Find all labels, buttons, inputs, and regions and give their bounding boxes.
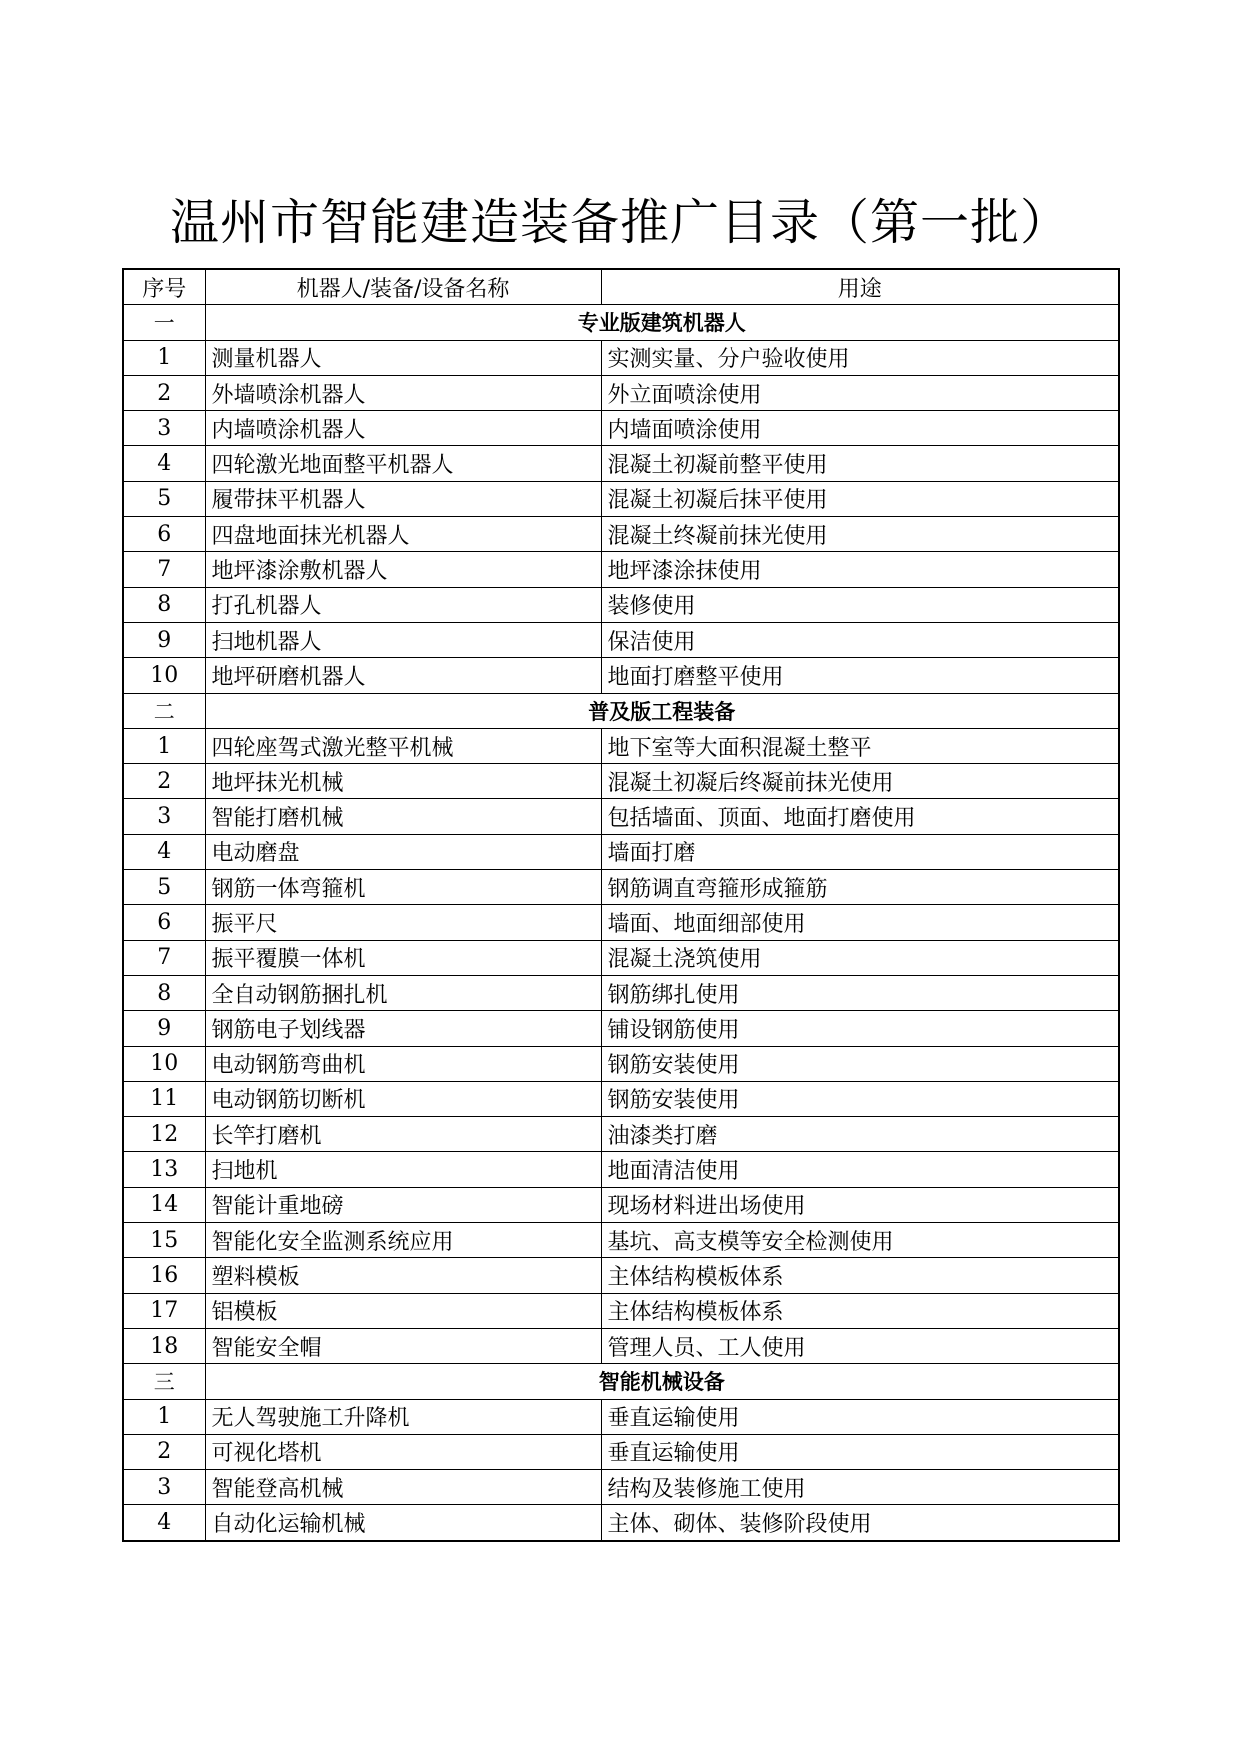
equipment-name-cell: 四盘地面抹光机器人 — [205, 517, 601, 552]
usage-cell: 混凝土初凝后终凝前抹光使用 — [601, 764, 1119, 799]
usage-cell: 钢筋安装使用 — [601, 1046, 1119, 1081]
equipment-name-cell: 地坪抹光机械 — [205, 764, 601, 799]
equipment-name-cell: 电动钢筋弯曲机 — [205, 1046, 601, 1081]
serial-number-cell: 12 — [123, 1117, 205, 1152]
table-row — [123, 834, 1119, 869]
table-row — [123, 517, 1119, 552]
serial-number-cell: 16 — [123, 1258, 205, 1293]
equipment-name-cell: 扫地机 — [205, 1152, 601, 1187]
table-row — [123, 1434, 1119, 1469]
usage-cell: 墙面打磨 — [601, 834, 1119, 869]
usage-cell: 地面清洁使用 — [601, 1152, 1119, 1187]
usage-cell: 垂直运输使用 — [601, 1399, 1119, 1434]
table-row — [123, 1117, 1119, 1152]
serial-number-cell: 14 — [123, 1187, 205, 1222]
equipment-name-cell: 打孔机器人 — [205, 587, 601, 622]
usage-cell: 保洁使用 — [601, 622, 1119, 657]
table-row — [123, 1187, 1119, 1222]
table-row — [123, 1046, 1119, 1081]
serial-number-cell: 15 — [123, 1223, 205, 1258]
equipment-name-cell: 智能计重地磅 — [205, 1187, 601, 1222]
table-row — [123, 1293, 1119, 1328]
serial-number-cell: 3 — [123, 411, 205, 446]
equipment-name-cell: 智能化安全监测系统应用 — [205, 1223, 601, 1258]
table-row — [123, 728, 1119, 763]
table-row — [123, 1011, 1119, 1046]
serial-number-cell: 4 — [123, 446, 205, 481]
table-header-row — [123, 269, 1119, 305]
usage-cell: 主体结构模板体系 — [601, 1293, 1119, 1328]
equipment-name-cell: 自动化运输机械 — [205, 1505, 601, 1541]
serial-number-cell: 3 — [123, 1470, 205, 1505]
equipment-name-cell: 电动钢筋切断机 — [205, 1081, 601, 1116]
serial-number-cell: 4 — [123, 1505, 205, 1541]
usage-cell: 装修使用 — [601, 587, 1119, 622]
table-row — [123, 799, 1119, 834]
equipment-name-cell: 全自动钢筋捆扎机 — [205, 975, 601, 1010]
usage-cell: 地面打磨整平使用 — [601, 658, 1119, 693]
usage-cell: 结构及装修施工使用 — [601, 1470, 1119, 1505]
serial-number-cell: 1 — [123, 1399, 205, 1434]
equipment-name-cell: 振平覆膜一体机 — [205, 940, 601, 975]
equipment-name-cell: 履带抹平机器人 — [205, 481, 601, 516]
serial-number-cell: 18 — [123, 1328, 205, 1363]
usage-cell: 油漆类打磨 — [601, 1117, 1119, 1152]
serial-number-cell: 17 — [123, 1293, 205, 1328]
equipment-name-cell: 内墙喷涂机器人 — [205, 411, 601, 446]
usage-cell: 墙面、地面细部使用 — [601, 905, 1119, 940]
serial-number-cell: 6 — [123, 905, 205, 940]
usage-cell: 钢筋调直弯箍形成箍筋 — [601, 870, 1119, 905]
usage-cell: 混凝土初凝前整平使用 — [601, 446, 1119, 481]
equipment-name-cell: 扫地机器人 — [205, 622, 601, 657]
serial-number-cell: 3 — [123, 799, 205, 834]
table-row — [123, 481, 1119, 516]
usage-cell: 外立面喷涂使用 — [601, 375, 1119, 410]
equipment-name-cell: 铝模板 — [205, 1293, 601, 1328]
usage-cell: 混凝土浇筑使用 — [601, 940, 1119, 975]
equipment-name-cell: 地坪研磨机器人 — [205, 658, 601, 693]
serial-number-cell: 13 — [123, 1152, 205, 1187]
table-row — [123, 975, 1119, 1010]
serial-number-cell: 2 — [123, 1434, 205, 1469]
section-number: 二 — [123, 693, 205, 728]
table-row — [123, 905, 1119, 940]
section-number: 一 — [123, 305, 205, 340]
table-row — [123, 870, 1119, 905]
serial-number-cell: 2 — [123, 764, 205, 799]
serial-number-cell: 7 — [123, 940, 205, 975]
equipment-name-cell: 智能登高机械 — [205, 1470, 601, 1505]
usage-cell: 内墙面喷涂使用 — [601, 411, 1119, 446]
equipment-name-cell: 四轮座驾式激光整平机械 — [205, 728, 601, 763]
serial-number-cell: 8 — [123, 975, 205, 1010]
serial-number-cell: 9 — [123, 622, 205, 657]
table-row — [123, 1258, 1119, 1293]
table-row — [123, 1152, 1119, 1187]
table-row — [123, 1470, 1119, 1505]
table-row — [123, 622, 1119, 657]
header-equipment-name: 机器人/装备/设备名称 — [205, 269, 601, 305]
usage-cell: 钢筋安装使用 — [601, 1081, 1119, 1116]
usage-cell: 实测实量、分户验收使用 — [601, 340, 1119, 375]
serial-number-cell: 10 — [123, 658, 205, 693]
usage-cell: 铺设钢筋使用 — [601, 1011, 1119, 1046]
section-number: 三 — [123, 1364, 205, 1399]
usage-cell: 地坪漆涂抹使用 — [601, 552, 1119, 587]
table-row — [123, 411, 1119, 446]
serial-number-cell: 5 — [123, 481, 205, 516]
table-row — [123, 552, 1119, 587]
usage-cell: 基坑、高支模等安全检测使用 — [601, 1223, 1119, 1258]
table-row — [123, 1399, 1119, 1434]
table-row — [123, 1505, 1119, 1541]
table-row — [123, 1223, 1119, 1258]
usage-cell: 混凝土终凝前抹光使用 — [601, 517, 1119, 552]
usage-cell: 钢筋绑扎使用 — [601, 975, 1119, 1010]
equipment-name-cell: 智能打磨机械 — [205, 799, 601, 834]
section-title: 普及版工程装备 — [205, 693, 1119, 728]
serial-number-cell: 8 — [123, 587, 205, 622]
equipment-name-cell: 钢筋电子划线器 — [205, 1011, 601, 1046]
table-row — [123, 446, 1119, 481]
usage-cell: 地下室等大面积混凝土整平 — [601, 728, 1119, 763]
equipment-name-cell: 无人驾驶施工升降机 — [205, 1399, 601, 1434]
section-row — [123, 693, 1119, 728]
equipment-name-cell: 四轮激光地面整平机器人 — [205, 446, 601, 481]
table-row — [123, 1081, 1119, 1116]
equipment-name-cell: 地坪漆涂敷机器人 — [205, 552, 601, 587]
equipment-name-cell: 长竿打磨机 — [205, 1117, 601, 1152]
equipment-name-cell: 可视化塔机 — [205, 1434, 601, 1469]
equipment-name-cell: 测量机器人 — [205, 340, 601, 375]
serial-number-cell: 9 — [123, 1011, 205, 1046]
usage-cell: 管理人员、工人使用 — [601, 1328, 1119, 1363]
table-row — [123, 340, 1119, 375]
section-row — [123, 1364, 1119, 1399]
serial-number-cell: 6 — [123, 517, 205, 552]
header-usage: 用途 — [601, 269, 1119, 305]
serial-number-cell: 10 — [123, 1046, 205, 1081]
equipment-name-cell: 电动磨盘 — [205, 834, 601, 869]
equipment-catalog-table — [122, 268, 1120, 1542]
table-row — [123, 940, 1119, 975]
usage-cell: 主体、砌体、装修阶段使用 — [601, 1505, 1119, 1541]
usage-cell: 主体结构模板体系 — [601, 1258, 1119, 1293]
table-row — [123, 1328, 1119, 1363]
table-row — [123, 658, 1119, 693]
serial-number-cell: 2 — [123, 375, 205, 410]
equipment-name-cell: 智能安全帽 — [205, 1328, 601, 1363]
serial-number-cell: 1 — [123, 728, 205, 763]
equipment-name-cell: 钢筋一体弯箍机 — [205, 870, 601, 905]
document-title: 温州市智能建造装备推广目录（第一批） — [169, 194, 1070, 251]
serial-number-cell: 4 — [123, 834, 205, 869]
serial-number-cell: 7 — [123, 552, 205, 587]
usage-cell: 混凝土初凝后抹平使用 — [601, 481, 1119, 516]
section-row — [123, 305, 1119, 340]
serial-number-cell: 1 — [123, 340, 205, 375]
header-serial-number: 序号 — [123, 269, 205, 305]
usage-cell: 现场材料进出场使用 — [601, 1187, 1119, 1222]
table-row — [123, 375, 1119, 410]
equipment-name-cell: 外墙喷涂机器人 — [205, 375, 601, 410]
serial-number-cell: 5 — [123, 870, 205, 905]
section-title: 智能机械设备 — [205, 1364, 1119, 1399]
equipment-name-cell: 振平尺 — [205, 905, 601, 940]
table-row — [123, 587, 1119, 622]
usage-cell: 包括墙面、顶面、地面打磨使用 — [601, 799, 1119, 834]
section-title: 专业版建筑机器人 — [205, 305, 1119, 340]
table-row — [123, 764, 1119, 799]
equipment-name-cell: 塑料模板 — [205, 1258, 601, 1293]
serial-number-cell: 11 — [123, 1081, 205, 1116]
usage-cell: 垂直运输使用 — [601, 1434, 1119, 1469]
